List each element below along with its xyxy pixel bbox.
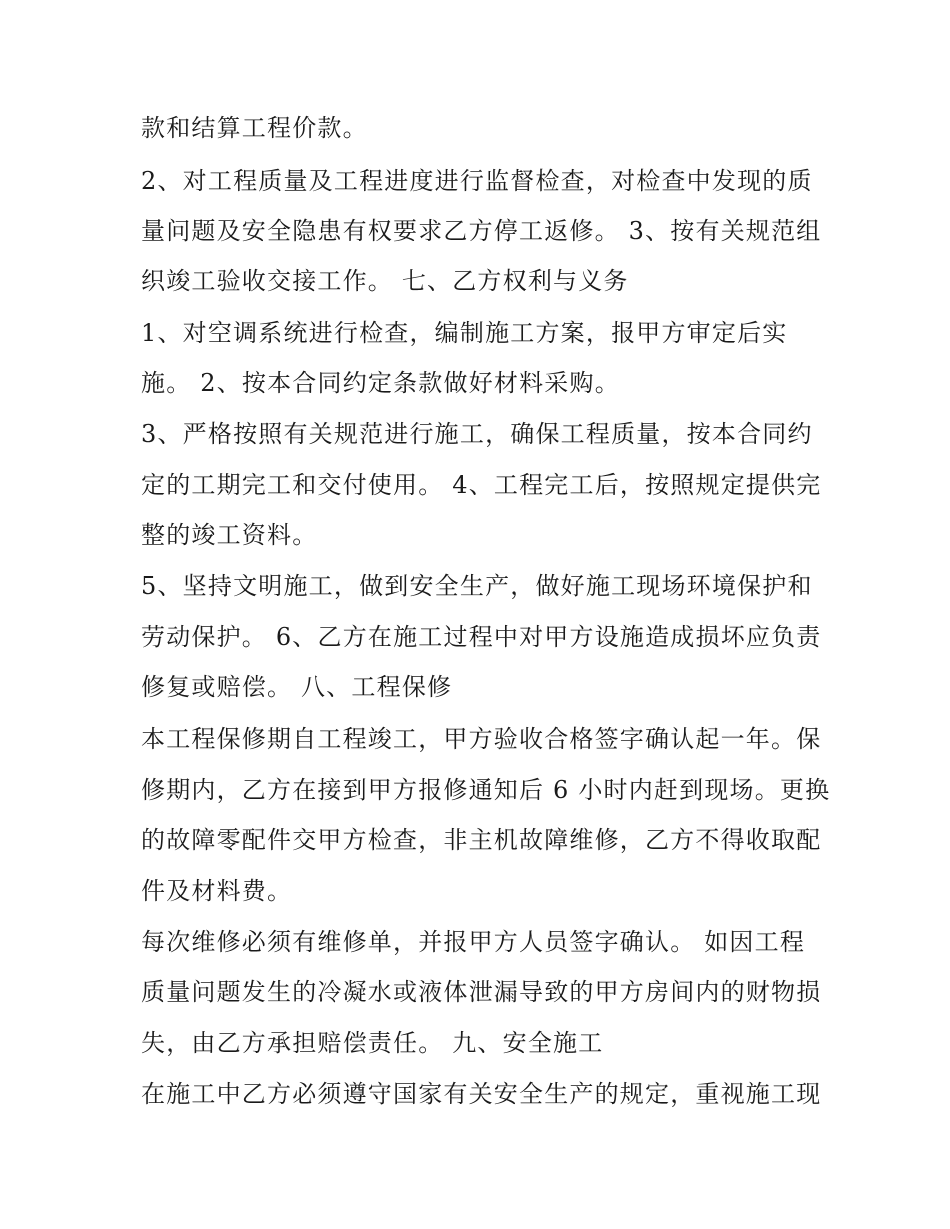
text-line: 织竣工验收交接工作。 七、乙方权利与义务 <box>141 267 629 295</box>
text-line: 本工程保修期自工程竣工，甲方验收合格签字确认起一年。保 <box>141 725 822 753</box>
text-line: 件及材料费。 <box>141 877 293 905</box>
text-line: 3、严格按照有关规范进行施工，确保工程质量，按本合同约 <box>141 420 813 448</box>
text-line: 5、坚持文明施工，做到安全生产，做好施工现场环境保护和 <box>141 572 813 600</box>
text-line: 整的竣工资料。 <box>141 521 318 549</box>
text-line: 定的工期完工和交付使用。 4、工程完工后，按照规定提供完 <box>141 471 822 499</box>
text-line: 1、对空调系统进行检查，编制施工方案，报甲方审定后实 <box>141 319 788 347</box>
text-line: 劳动保护。 6、乙方在施工过程中对甲方设施造成损坏应负责 <box>141 623 822 651</box>
text-line: 在施工中乙方必须遵守国家有关安全生产的规定，重视施工现 <box>141 1080 822 1108</box>
text-line: 修复或赔偿。 八、工程保修 <box>141 673 453 701</box>
text-line: 款和结算工程价款。 <box>141 114 368 142</box>
text-line: 的故障零配件交甲方检查，非主机故障维修，乙方不得收取配 <box>141 826 822 854</box>
text-line: 2、对工程质量及工程进度进行监督检查，对检查中发现的质 <box>141 167 813 195</box>
text-line: 质量问题发生的冷凝水或液体泄漏导致的甲方房间内的财物损 <box>141 978 822 1006</box>
text-line: 修期内，乙方在接到甲方报修通知后 6 小时内赶到现场。更换 <box>141 776 831 804</box>
text-line: 每次维修必须有维修单，并报甲方人员签字确认。 如因工程 <box>141 928 806 956</box>
text-line: 施。 2、按本合同约定条款做好材料采购。 <box>141 369 620 397</box>
text-line: 量问题及安全隐患有权要求乙方停工返修。 3、按有关规范组 <box>141 217 822 245</box>
text-line: 失，由乙方承担赔偿责任。 九、安全施工 <box>141 1029 604 1057</box>
